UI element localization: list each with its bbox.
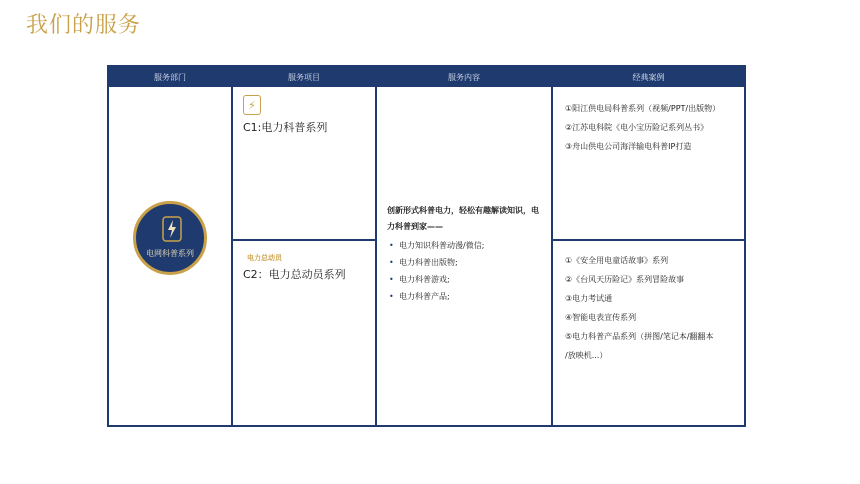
cases-top bbox=[565, 99, 736, 156]
content-list bbox=[387, 237, 543, 305]
column-department bbox=[109, 67, 233, 425]
row-divider bbox=[233, 239, 375, 241]
column-items bbox=[233, 67, 377, 425]
column-cases bbox=[553, 67, 744, 425]
case-item: ③电力考试通 bbox=[565, 294, 613, 303]
case-item: ①阳江供电局科普系列（视频/PPT/出版物） bbox=[565, 104, 721, 113]
case-item: ②《台风天历险记》系列冒险故事 bbox=[565, 275, 685, 284]
list-item: • 电力科普游戏; bbox=[399, 271, 543, 288]
content-lead: 创新形式科普电力，轻松有趣解读知识，电力科普到家—— bbox=[387, 206, 539, 231]
header-content: 服务内容 bbox=[377, 67, 551, 87]
case-item: ①《安全用电童话故事》系列 bbox=[565, 256, 669, 265]
list-item: • 电力科普出版物; bbox=[399, 254, 543, 271]
list-item: • 电力知识科普动漫/微信; bbox=[399, 237, 543, 254]
header-cases: 经典案例 bbox=[553, 67, 744, 87]
page-title: 我们的服务 bbox=[26, 13, 142, 38]
lightning-book-icon: ⚡ bbox=[243, 95, 261, 115]
department-emblem bbox=[133, 201, 207, 275]
case-item: ③舟山供电公司海洋输电科普IP打造 bbox=[565, 142, 692, 151]
row-divider bbox=[553, 239, 744, 241]
content-text bbox=[387, 203, 543, 305]
lightning-icon bbox=[162, 216, 182, 242]
emblem-text: 电网科普系列 bbox=[146, 249, 194, 258]
services-table bbox=[107, 65, 746, 427]
column-content bbox=[377, 67, 553, 425]
list-item: • 电力科普产品; bbox=[399, 288, 543, 305]
case-item: ⑤电力科普产品系列（拼图/笔记本/翻翻本 bbox=[565, 332, 714, 341]
case-item: ②江苏电科院《电小宝历险记系列丛书》 bbox=[565, 123, 709, 132]
header-department: 服务部门 bbox=[109, 67, 231, 87]
cases-bottom bbox=[565, 251, 736, 365]
item-c2-label: C2：电力总动员系列 bbox=[243, 268, 346, 281]
case-item: ④智能电表宣传系列 bbox=[565, 313, 637, 322]
mascot-logo-icon: 电力总动员 bbox=[247, 254, 282, 262]
item-c1-label: C1:电力科普系列 bbox=[243, 121, 328, 134]
case-item: /放映机...） bbox=[565, 351, 608, 360]
header-items: 服务项目 bbox=[233, 67, 375, 87]
